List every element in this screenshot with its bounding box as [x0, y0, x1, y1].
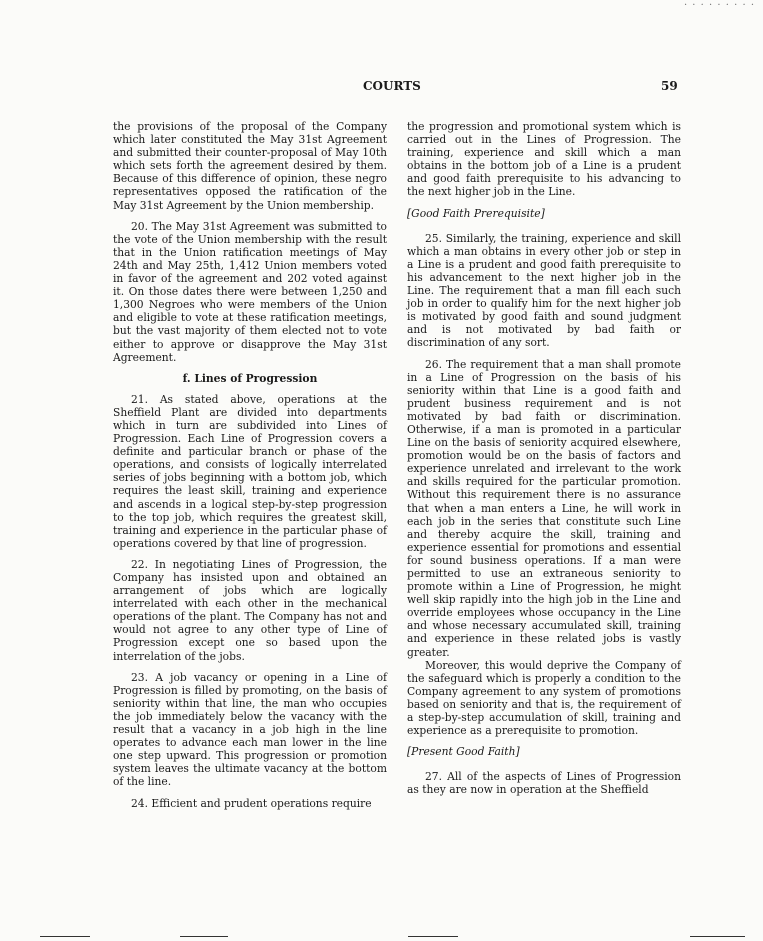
scan-artifact-rule — [408, 936, 458, 937]
marginal-heading: [Good Faith Prerequisite] — [407, 206, 545, 220]
paragraph: 25. Similarly, the training, experience and skill which a man obtains in every other job or step in a Line is a prudent and good faith prerequisite to his advancement to the next higher job in the Line. The requirement that a man fill each such job in order to qualify him for the next higher job is motivated by good faith and sound judgment and is not motivated by bad faith or discrimination of any sort. — [407, 231, 681, 350]
scan-artifact-rule — [40, 936, 90, 937]
paragraph: 27. All of the aspects of Lines of Progression as they are now in operation at the Sheffield — [407, 770, 681, 797]
corner-dots: · · · · · · · · · — [683, 0, 755, 11]
marginal-heading: [Present Good Faith] — [407, 745, 520, 759]
scan-artifact-rule — [690, 936, 745, 937]
scan-artifact-rule — [180, 936, 228, 937]
paragraph: 22. In negotiating Lines of Progression, the Company has insisted upon and obtained an arrangement of jobs which are logically interrelated with each other in the mechanical operations of the plant. The Company has not and would not agree to any other type of Line of Progression except one so based upon the interrelation of the jobs. — [113, 557, 387, 663]
page-number: 59 — [661, 79, 678, 93]
right-column — [407, 120, 681, 805]
paragraph: 20. The May 31st Agreement was submitted to the vote of the Union membership with the result that in the Union ratification meetings of May 24th and May 25th, 1,412 Union members voted in favor of the agreement and 202 voted against it. On those dates there were between 1,250 and 1,300 Negroes who were members of the Union and eligible to vote at these ratification meetings, but the vast majority of them elected not to vote either to approve or disapprove the May 31st Agreement. — [113, 219, 387, 364]
running-header: COURTS — [363, 79, 421, 93]
section-heading: f. Lines of Progression — [182, 371, 318, 385]
paragraph: the progression and promotional system which is carried out in the Lines of Progression. The training, experience and skill which a man obtains in the bottom job of a Line is a prudent and good faith prerequisite to his advancing to the next higher job in the Line. — [407, 120, 681, 199]
paragraph: 23. A job vacancy or opening in a Line of Progression is filled by promoting, on the basis of seniority within that line, the man who occupies the job immediately below the vacancy with the result that a vacancy in a job high in the line operates to advance each man lower in the line one step upward. This progression or promotion system leaves the ultimate vacancy at the bottom of the line. — [113, 670, 387, 789]
paragraph: 26. The requirement that a man shall promote in a Line of Progression on the basis of his seniority within that Line is a good faith and prudent business requirement and is not motivated by bad faith or discrimination. Otherwise, if a man is promoted in a particular Line on the basis of seniority acquired elsewhere, promotion would be on the basis of factors and experience unrelated and irrelevant to the work and skills required for the particular promotion. Without this requirement there is no assurance that when a man enters a Line, he will work in each job in the series that constitute such Line and thereby acquire the skill, training and experience essential for promotions and essential for sound business operations. If a man were permitted to use an extraneous seniority to promote within a Line of Progression, he might well skip rapidly into the high job in the Line and override employees whose occupancy in the Line and whose necessary accumulated skill, training and experience in these related jobs is vastly greater. — [407, 357, 681, 659]
left-column — [113, 120, 387, 818]
paragraph: 21. As stated above, operations at the Sheffield Plant are divided into departments which in turn are subdivided into Lines of Progression. Each Line of Progression covers a definite and particular branch or phase of the operations, and consists of logically interrelated series of jobs beginning with a bottom job, which requires the least skill, training and experience and ascends in a logical step-by-step progression to the top job, which requires the greatest skill, training and experience in the particular phase of operations covered by that line of progression. — [113, 392, 387, 550]
paragraph: the provisions of the proposal of the Company which later constituted the May 31st Agreement and submitted their counter-proposal of May 10th which sets forth the agreement desired by them. Because of this difference of opinion, these negro representatives opposed the ratification of the May 31st Agreement by the Union membership. — [113, 120, 387, 212]
paragraph: Moreover, this would deprive the Company of the safeguard which is properly a condition to the Company agreement to any system of promotions based on seniority and that is, the requirement of a step-by-step accumulation of skill, training and experience as a prerequisite to promotion. — [407, 658, 681, 738]
paragraph: 24. Efficient and prudent operations require — [131, 796, 372, 810]
